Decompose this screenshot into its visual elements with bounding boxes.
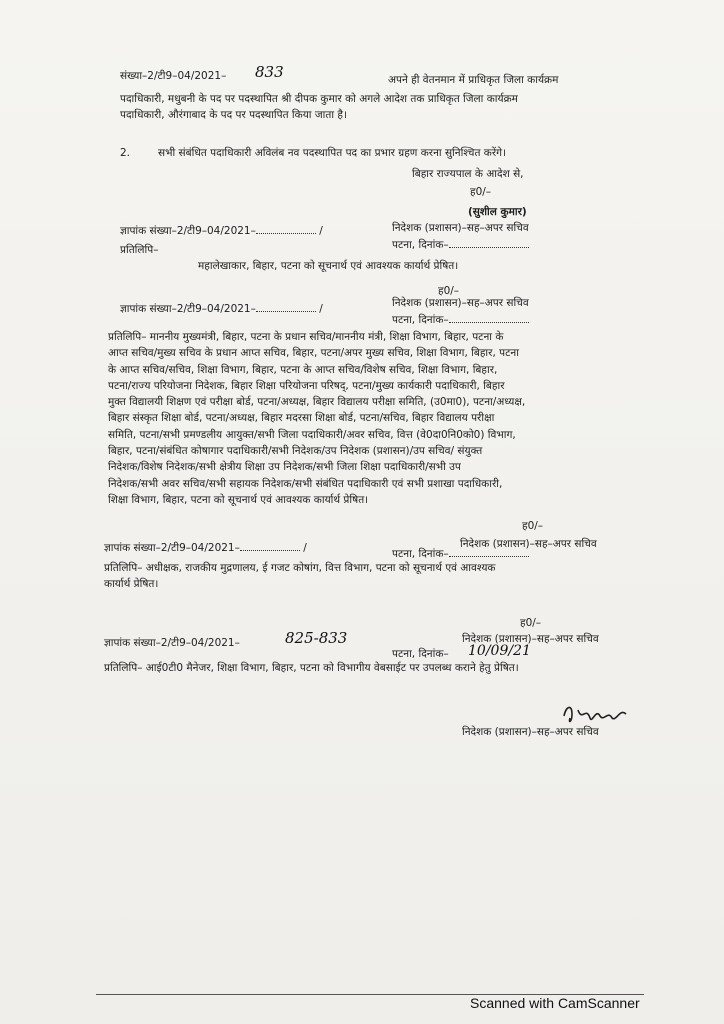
memo3-line: प्रतिलिपि– अधीक्षक, राजकीय मुद्रणालय, ई गजट कोषांग, वित्त विभाग, पटना को सूचनार्थ एवं आवश्यक: [104, 562, 496, 574]
memo4-ref: ज्ञापांक संख्या–2/टी9–04/2021–: [104, 637, 240, 649]
memo4-designation: निदेशक (प्रशासन)–सह–अपर सचिव: [462, 726, 599, 738]
memo2-line: आप्त सचिव/मुख्य सचिव के प्रधान आप्त सचिव, बिहार, पटना/अपर मुख्य सचिव, शिक्षा विभाग, बिहार, पटना: [108, 347, 519, 360]
order-line: पदाधिकारी, औरंगाबाद के पद पर पदस्थापित किया जाता है।: [120, 109, 347, 122]
memo3-copy-block: [104, 560, 644, 593]
memo2-line: प्रतिलिपि– माननीय मुख्यमंत्री, बिहार, पटना के प्रधान सचिव/माननीय मंत्री, शिक्षा विभाग, बिहार, पटना के: [108, 331, 504, 343]
memo3-line: कार्यार्थ प्रेषित।: [104, 578, 159, 591]
memo4-copy-text: प्रतिलिपि– आई0टी0 मैनेजर, शिक्षा विभाग, बिहार, पटना को विभागीय वेबसाईट पर उपलब्ध कराने हेतु प्रेषित।: [104, 662, 519, 674]
memo4-place-date: पटना, दिनांक–: [392, 648, 449, 660]
memo2-sd: ह0/–: [522, 520, 544, 532]
memo2-designation: निदेशक (प्रशासन)–सह–अपर सचिव: [460, 538, 597, 550]
memo2-line: बिहार, पटना/संबंधित कोषागार पदाधिकारी/सभी निदेशक/उप निदेशक (प्रशासन)/उप सचिव/ संयुक्त: [108, 445, 483, 458]
memo2-line: बिहार संस्कृत शिक्षा बोर्ड, पटना/अध्यक्ष, बिहार मदरसा शिक्षा बोर्ड, पटना/सचिव, बिहार विद्यालय परीक्षा: [108, 412, 495, 425]
order-continuation: [120, 91, 640, 124]
order-ref-label: संख्या–2/टी9–04/2021–: [120, 70, 227, 82]
memo2-line: पटना/राज्य परियोजना निदेशक, बिहार शिक्षा परियोजना परिषद्, पटना/मुख्य कार्यकारी पदाधिकारी, बिहार: [108, 379, 505, 392]
order-ref-tail: अपने ही वेतनमान में प्राधिकृत जिला कार्यक्रम: [388, 74, 559, 86]
memo2-place-date: पटना, दिनांक–: [392, 313, 529, 327]
memo1-sd: ह0/–: [438, 285, 460, 297]
signature-image: [560, 700, 640, 728]
memo1-copy-label: प्रतिलिपि–: [120, 244, 159, 256]
memo3-ref: ज्ञापांक संख्या–2/टी9–04/2021– /: [104, 542, 307, 554]
memo3-place-date: पटना, दिनांक–: [392, 547, 529, 561]
signatory-name: (सुशील कुमार): [468, 206, 527, 218]
para-text: सभी संबंधित पदाधिकारी अविलंब नव पदस्थापित पद का प्रभार ग्रहण करना सुनिश्चित करेंगे।: [158, 147, 507, 159]
memo2-line: शिक्षा विभाग, बिहार, पटना को सूचनार्थ एवं आवश्यक कार्यार्थ प्रेषित।: [108, 493, 369, 506]
order-line: पदाधिकारी, मधुबनी के पद पर पदस्थापित श्री दीपक कुमार को अगले आदेश तक प्राधिकृत जिला कार्यक्रम: [120, 93, 518, 105]
by-order-text: बिहार राज्यपाल के आदेश से,: [412, 168, 524, 180]
memo4-date-handwritten: 10/09/21: [468, 643, 531, 659]
memo1-ref: ज्ञापांक संख्या–2/टी9–04/2021– /: [120, 225, 323, 237]
sd-mark: ह0/–: [470, 186, 492, 198]
memo2-ref: ज्ञापांक संख्या–2/टी9–04/2021– /: [120, 303, 323, 315]
memo1-designation: निदेशक (प्रशासन)–सह–अपर सचिव: [392, 297, 529, 309]
scanner-watermark: Scanned with CamScanner: [470, 995, 640, 1011]
memo2-copy-block: [108, 329, 638, 508]
memo1-place-date: पटना, दिनांक–: [392, 238, 529, 252]
memo2-line: मुक्त विद्यालयी शिक्षण एवं परीक्षा बोर्ड, पटना/अध्यक्ष, बिहार विद्यालय परीक्षा समिति, (उ0मा0), पटना/अध्यक्ष,: [108, 396, 526, 409]
memo2-line: समिति, पटना/सभी प्रमण्डलीय आयुक्त/सभी जिला पदाधिकारी/अवर सचिव, वित्त (वे0दा0नि0को0) विभाग,: [108, 428, 516, 441]
memo2-line: के आप्त सचिव/सचिव, शिक्षा विभाग, बिहार, पटना के आप्त सचिव/विशेष सचिव, शिक्षा विभाग, बिहार,: [108, 363, 498, 376]
memo2-line: निदेशक/विशेष निदेशक/सभी क्षेत्रीय शिक्षा उप निदेशक/सभी जिला शिक्षा पदाधिकारी/सभी उप: [108, 461, 461, 474]
order-ref-handwritten: 833: [255, 63, 284, 81]
memo2-line: निदेशक/सभी अवर सचिव/सभी सहायक निदेशक/सभी संबंधित पदाधिकारी एवं सभी प्रशाखा पदाधिकारी,: [108, 477, 503, 490]
para-number: 2.: [120, 147, 131, 159]
memo4-ref-handwritten: 825-833: [285, 629, 348, 647]
memo3-designation: निदेशक (प्रशासन)–सह–अपर सचिव: [462, 633, 599, 645]
memo1-copy-text: महालेखाकार, बिहार, पटना को सूचनार्थ एवं आवश्यक कार्यार्थ प्रेषित।: [198, 260, 459, 272]
memo3-sd: ह0/–: [520, 617, 542, 629]
signatory-designation: निदेशक (प्रशासन)–सह–अपर सचिव: [392, 222, 529, 234]
